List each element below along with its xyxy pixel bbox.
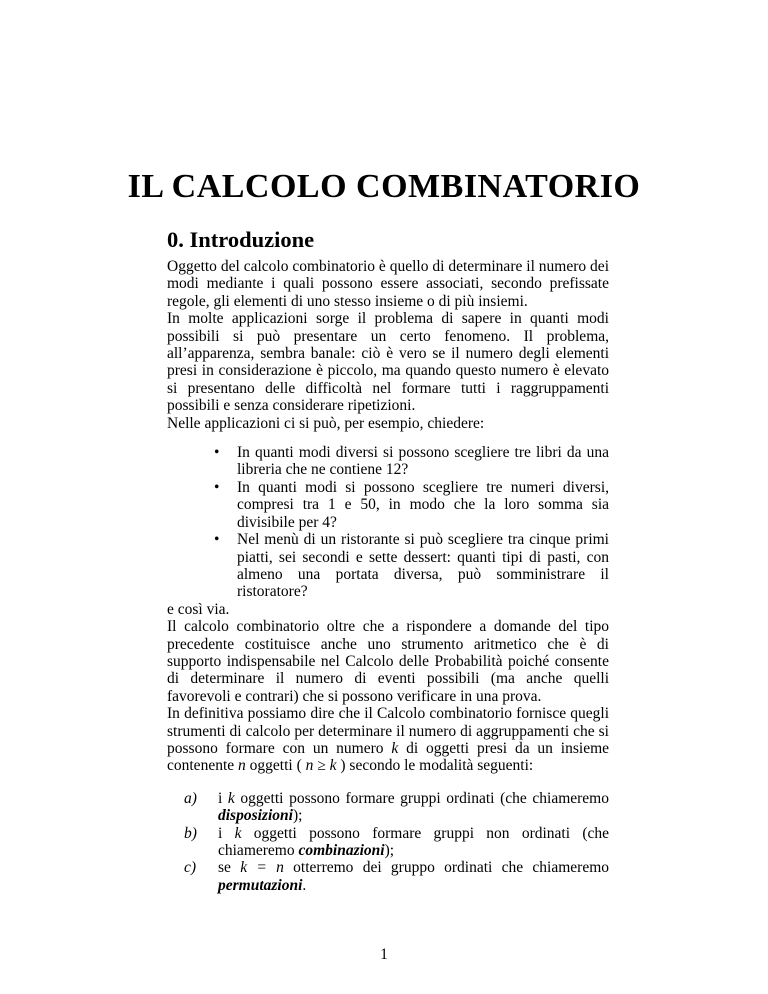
intro-paragraph-3: Nelle applicazioni ci si può, per esempio, chiedere:: [167, 414, 485, 432]
text-run: i: [218, 789, 228, 807]
text-run: .: [302, 876, 307, 894]
section-heading: 0. Introduzione: [167, 227, 315, 252]
text-run: otterremo dei gruppo ordinati che chiameremo: [283, 859, 610, 877]
text-run: oggetti (: [245, 757, 306, 775]
text-run: In definitiva possiamo dire che il Calcolo combinatorio fornisce quegli strumenti di calcolo per determinare il numero di aggruppamenti che si possono formare con un numero: [167, 705, 609, 757]
text-run: se: [218, 859, 241, 877]
case-marker: b): [184, 824, 197, 842]
text-run: );: [384, 842, 395, 859]
variable-k: k: [234, 824, 242, 842]
list-item: [214, 478, 609, 531]
term-combinazioni: combinazioni: [298, 842, 385, 859]
after-paragraph-1: e così via.: [167, 600, 230, 618]
intro-paragraph-1: Oggetto del calcolo combinatorio è quello di determinare il numero dei modi mediante i quali possono essere associati, secondo prefissate regole, gli elementi di uno stesso insieme o di più insiemi.: [167, 258, 609, 310]
bullet-icon: •: [214, 531, 220, 549]
document-title: IL CALCOLO COMBINATORIO: [127, 168, 641, 205]
text-run: );: [292, 807, 303, 825]
text-run: oggetti possono formare gruppi non ordinati (che chiameremo: [218, 824, 609, 859]
after-paragraph-3: [167, 705, 609, 775]
text-run: i: [218, 824, 235, 842]
bullet-icon: •: [214, 478, 220, 496]
question-text: In quanti modi diversi si possono scegliere tre libri da una libreria che ne contiene 12?: [237, 444, 609, 479]
list-item: [184, 789, 609, 825]
section-body: [167, 258, 609, 894]
list-item: [214, 444, 609, 479]
variable-n: n: [238, 757, 246, 775]
list-item: [184, 859, 610, 894]
equation-k-equals-n: k = n: [240, 859, 284, 877]
condition-expression: n ≥ k: [305, 757, 337, 775]
case-marker: a): [184, 789, 197, 807]
variable-k: k: [391, 739, 399, 757]
term-disposizioni: disposizioni: [218, 807, 293, 825]
text-run: oggetti possono formare gruppi ordinati (che chiameremo: [234, 789, 609, 807]
text-run: ) secondo le modalità seguenti:: [336, 757, 534, 775]
question-text: In quanti modi si possono scegliere tre numeri diversi, compresi tra 1 e 50, in modo che la loro somma sia divisibile per 4?: [237, 478, 609, 531]
text-run: di oggetti presi da un insieme contenente: [167, 739, 610, 775]
bullet-icon: •: [214, 444, 220, 462]
example-questions-list: [167, 444, 609, 601]
list-item: [214, 531, 609, 601]
list-item: [184, 824, 609, 860]
term-permutazioni: permutazioni: [218, 876, 303, 894]
intro-paragraph-2: In molte applicazioni sorge il problema di sapere in quanti modi possibili si può presentare un certo fenomeno. Il problema, all’apparenza, sembra banale: ciò è vero se il numero degli elementi presi in considerazione è piccolo, ma quando questo numero è elevato si presentano delle difficoltà nel formare tutti i raggruppamenti possibili e senza considerare ripetizioni.: [167, 310, 609, 415]
modalities-list: [167, 790, 609, 894]
variable-k: k: [227, 789, 235, 807]
after-paragraph-2: Il calcolo combinatorio oltre che a rispondere a domande del tipo precedente costituisce anche uno strumento aritmetico che è di supporto indispensabile nel Calcolo delle Probabilità poiché consente di determinare il numero di eventi possibili (ma anche quelli favorevoli e contrari) che si possono verificare in una prova.: [167, 618, 609, 705]
case-marker: c): [184, 859, 197, 877]
question-text: Nel menù di un ristorante si può scegliere tra cinque primi piatti, sei secondi e sette dessert: quanti tipi di pasti, con almeno una portata diversa, può somministrare il ristoratore?: [237, 531, 609, 601]
page-number: 1: [380, 946, 388, 963]
